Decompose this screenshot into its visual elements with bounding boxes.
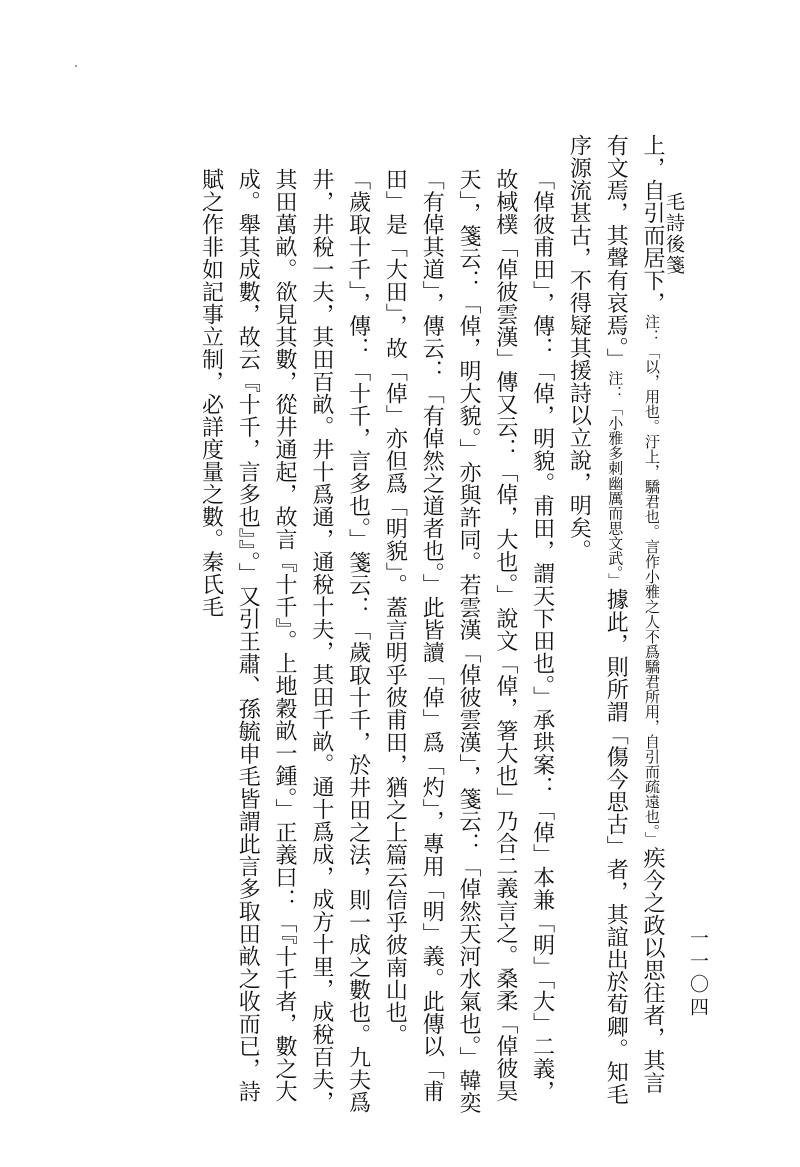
paragraph-1-lead: 上，自引而居下，: [640, 134, 665, 314]
running-title: 毛詩後箋: [663, 192, 685, 276]
paragraph-1: [560, 134, 670, 1114]
paragraph-3: 「歲取十千」，傳：「十千，言多也。」箋云：「歲取十千，於井田之法，則一成之數也。九夫爲井，井稅一夫，其田百畝。井十爲通，通稅十夫，其田千畝。通十爲成，成方十里，成稅百夫，其田萬畝。欲見其數，從井通起，故言『十千』。上地穀畝一鍾。」正義曰：「『十千者，數之大成。舉其成數，故云『十千，言多也』』。」又引王肅、孫毓申毛皆謂此言多取田畝之收而已，詩賦之作非如記事立制，必詳度量之數。秦氏毛: [198, 168, 371, 1114]
main-text: [95, 134, 670, 1114]
paragraph-1-mid: 疾今之政以思往者，其言有文焉，其聲有哀焉。」: [603, 134, 665, 1094]
paper-speck: [75, 65, 77, 67]
commentary-note-2: 注：「小雅多刺幽厲而思文武。」: [606, 370, 625, 588]
paragraph-2: 「倬彼甫田」，傳：「倬，明貌。甫田，謂天下田也。」承珙案：「倬」本兼「明」「大」二義，故棫樸「倬彼雲漢」傳又云：「倬，大也。」說文「倬，箸大也」乃合二義言之。桑柔「倬彼昊天」，箋云：「倬，明大貌。」亦與許同。若雲漢「倬彼雲漢」，箋云：「倬然天河水氣也。」韓奕「有倬其道」，傳云：「有倬然之道者也。」此皆讀「倬」爲「灼」，專用「明」義。此傳以「甫田」是「大田」，故「倬」亦但爲「明貌」。蓋言明乎彼甫田，猶之上篇云信乎彼南山也。: [382, 168, 555, 1114]
commentary-note-1: 注：「以，用也。汙上，驕君也。言作小雅之人不爲驕君所用，自引而疏遠也。」: [643, 314, 661, 847]
paragraph-1-tail: 據此，則所謂「傷今思古」者，其誼出於荀卿。知毛序源流甚古，不得疑其援詩以立說，明矣。: [566, 134, 629, 1106]
page-number: 一一〇四: [687, 928, 709, 1020]
